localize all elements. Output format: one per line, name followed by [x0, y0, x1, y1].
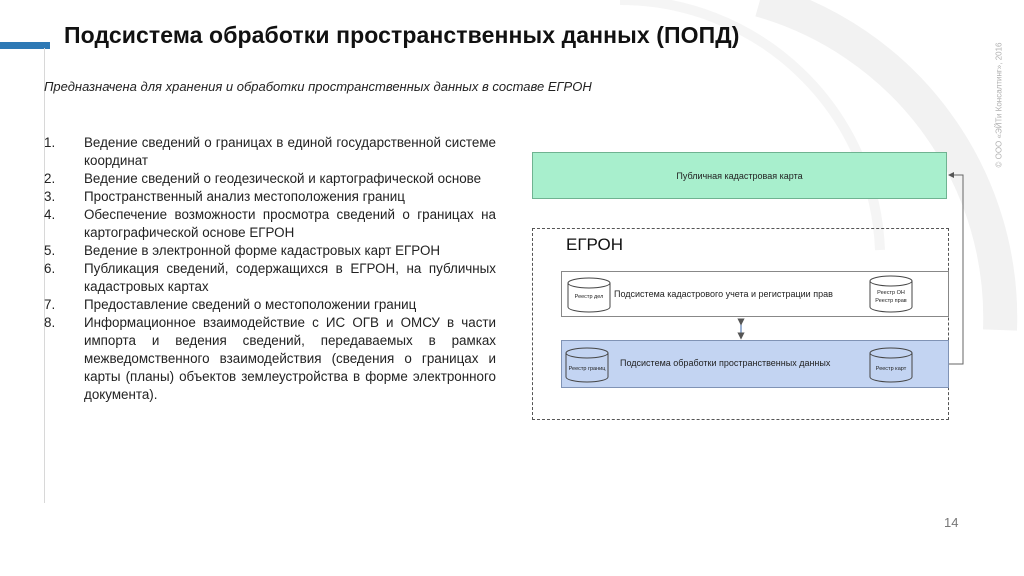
egron-label: ЕГРОН — [566, 235, 624, 254]
database-icon — [564, 347, 610, 383]
registry-rights-label: Реестр прав — [875, 298, 907, 304]
page-number: 14 — [944, 515, 959, 530]
cadastral-registration-subsystem-box — [561, 271, 949, 317]
functions-list — [44, 134, 496, 404]
title-accent-bar — [0, 42, 50, 49]
public-map-link-arrow — [949, 175, 963, 364]
registry-maps-label: Реестр карт — [875, 366, 907, 372]
egron-frame — [532, 228, 949, 420]
database-icon — [868, 347, 914, 383]
registry-cases-label: Реестр дел — [574, 294, 604, 300]
spatial-data-subsystem-box — [561, 340, 949, 388]
list-item: 8. Информационное взаимодействие с ИС ОГВ и ОМСУ в части импорта и ведения сведений, передаваемых в рамках межведомственного взаимодействия (сведения о границах и карты (планы) объектов землеустройства в форме электронного документа). — [44, 315, 496, 402]
page-subtitle: Предназначена для хранения и обработки пространственных данных в составе ЕГРОН — [44, 79, 592, 94]
page-title: Подсистема обработки пространственных данных (ПОПД) — [64, 22, 740, 48]
public-cadastral-map-box — [532, 152, 947, 199]
database-icon — [566, 277, 612, 313]
list-item: 3. Пространственный анализ местоположения границ — [44, 189, 405, 204]
copyright-text: © ООО «ЭЙТи Консалтинг», 2016 — [994, 42, 1004, 168]
list-item: 1. Ведение сведений о границах в единой государственной системе координат — [44, 135, 496, 168]
list-item: 5. Ведение в электронной форме кадастровых карт ЕГРОН — [44, 243, 441, 258]
list-item: 4. Обеспечение возможности просмотра сведений о границах на картографической основе ЕГРОН — [44, 207, 496, 240]
copyright-notice — [985, 20, 1013, 190]
list-item: 2. Ведение сведений о геодезической и картографической основе — [44, 171, 482, 186]
database-icon — [868, 275, 914, 311]
spatial-data-subsystem-label: Подсистема обработки пространственных данных — [620, 358, 831, 368]
list-item: 6. Публикация сведений, содержащихся в ЕГРОН, на публичных кадастровых картах — [44, 261, 496, 294]
registry-objects-label: Реестр ОН — [877, 290, 905, 296]
registry-borders-label: Реестр границ — [568, 366, 606, 372]
list-item: 7. Предоставление сведений о местоположении границ — [44, 297, 417, 312]
cadastral-registration-subsystem-label: Подсистема кадастрового учета и регистрации прав — [614, 289, 833, 299]
public-cadastral-map-label: Публичная кадастровая карта — [676, 170, 803, 181]
